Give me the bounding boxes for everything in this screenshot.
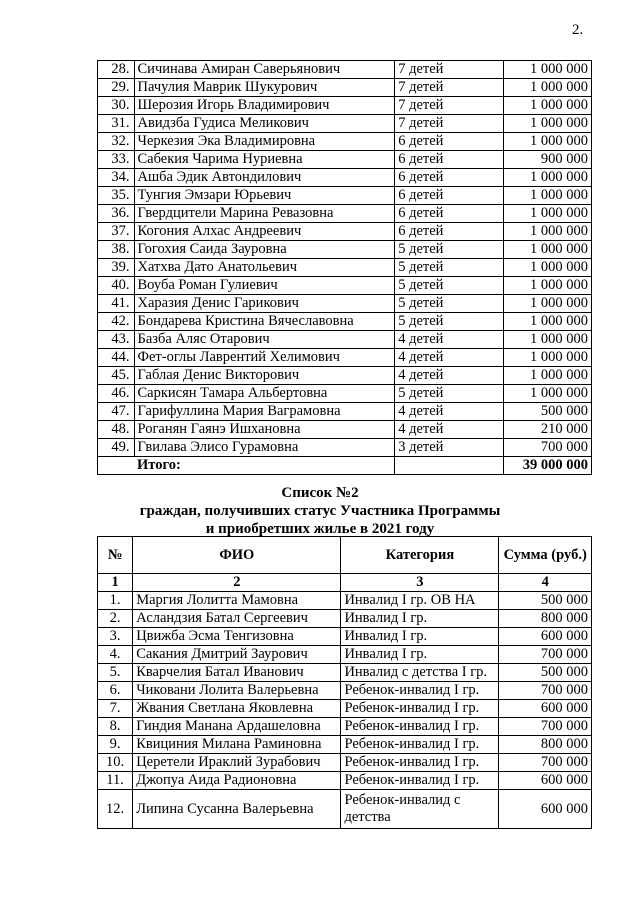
row-number: 6. xyxy=(98,682,133,700)
row-category: 7 детей xyxy=(395,61,504,79)
row-name: Бондарева Кристина Вячеславовна xyxy=(134,313,395,331)
row-category: 6 детей xyxy=(395,169,504,187)
row-number: 32. xyxy=(98,133,135,151)
row-number: 45. xyxy=(98,367,135,385)
row-number: 12. xyxy=(98,790,133,829)
row-sum: 600 000 xyxy=(499,628,592,646)
row-number: 3. xyxy=(98,628,133,646)
row-sum: 1 000 000 xyxy=(503,331,591,349)
table-row xyxy=(98,295,592,313)
row-name: Черкезия Эка Владимировна xyxy=(134,133,395,151)
list-2-title-line3: и приобретших жилье в 2021 году xyxy=(205,521,435,537)
row-name: Сабекия Чарима Нуриевна xyxy=(134,151,395,169)
row-name: Габлая Денис Викторович xyxy=(134,367,395,385)
table-row xyxy=(98,718,592,736)
row-name: Гиндия Манана Ардашеловна xyxy=(133,718,341,736)
header-sum: Сумма (руб.) xyxy=(499,537,592,574)
table-row xyxy=(98,592,592,610)
row-category: Ребенок-инвалид I гр. xyxy=(341,736,499,754)
table-row xyxy=(98,754,592,772)
row-number: 11. xyxy=(98,772,133,790)
row-sum: 1 000 000 xyxy=(503,115,591,133)
row-category: Ребенок-инвалид I гр. xyxy=(341,682,499,700)
row-sum: 1 000 000 xyxy=(503,169,591,187)
header-num: № xyxy=(98,537,133,574)
row-number: 30. xyxy=(98,97,135,115)
row-number: 35. xyxy=(98,187,135,205)
row-category: 3 детей xyxy=(395,439,504,457)
row-name: Гвилава Элисо Гурамовна xyxy=(134,439,395,457)
row-sum: 900 000 xyxy=(503,151,591,169)
row-category: Инвалид I гр. xyxy=(341,610,499,628)
row-sum: 210 000 xyxy=(503,421,591,439)
row-category: Ребенок-инвалид I гр. xyxy=(341,754,499,772)
row-category: Инвалид I гр. xyxy=(341,628,499,646)
header-name: ФИО xyxy=(133,537,341,574)
row-sum: 1 000 000 xyxy=(503,313,591,331)
row-sum: 1 000 000 xyxy=(503,295,591,313)
row-category: 7 детей xyxy=(395,97,504,115)
row-name: Саркисян Тамара Альбертовна xyxy=(134,385,395,403)
row-number: 28. xyxy=(98,61,135,79)
table-row xyxy=(98,682,592,700)
table-row xyxy=(98,169,592,187)
row-sum: 1 000 000 xyxy=(503,61,591,79)
row-sum: 500 000 xyxy=(499,592,592,610)
row-sum: 1 000 000 xyxy=(503,367,591,385)
row-sum: 1 000 000 xyxy=(503,133,591,151)
table-row xyxy=(98,646,592,664)
row-number: 44. xyxy=(98,349,135,367)
table-row xyxy=(98,223,592,241)
index-row xyxy=(98,574,592,592)
row-number: 33. xyxy=(98,151,135,169)
total-empty xyxy=(98,457,135,475)
row-sum: 600 000 xyxy=(499,700,592,718)
row-number: 40. xyxy=(98,277,135,295)
row-category: 4 детей xyxy=(395,349,504,367)
row-number: 37. xyxy=(98,223,135,241)
row-sum: 600 000 xyxy=(499,790,592,829)
row-name: Липина Сусанна Валерьевна xyxy=(133,790,341,829)
row-sum: 1 000 000 xyxy=(503,223,591,241)
table-row xyxy=(98,151,592,169)
page-number: 2. xyxy=(572,22,584,38)
table-list-2 xyxy=(97,536,592,829)
table-row xyxy=(98,115,592,133)
table-row xyxy=(98,97,592,115)
row-sum: 1 000 000 xyxy=(503,97,591,115)
row-sum: 1 000 000 xyxy=(503,79,591,97)
table-row xyxy=(98,439,592,457)
row-name: Цвижба Эсма Тенгизовна xyxy=(133,628,341,646)
index-cell: 2 xyxy=(133,574,341,592)
row-category: 5 детей xyxy=(395,385,504,403)
row-sum: 500 000 xyxy=(503,403,591,421)
table-row xyxy=(98,367,592,385)
row-category: Ребенок-инвалид I гр. xyxy=(341,718,499,736)
row-category: 5 детей xyxy=(395,313,504,331)
row-category: 7 детей xyxy=(395,79,504,97)
table-row xyxy=(98,259,592,277)
table-row xyxy=(98,790,592,829)
row-name: Жвания Светлана Яковлевна xyxy=(133,700,341,718)
row-category: 6 детей xyxy=(395,133,504,151)
table-row xyxy=(98,241,592,259)
table-row xyxy=(98,313,592,331)
row-name: Роганян Гаянэ Ишхановна xyxy=(134,421,395,439)
row-sum: 600 000 xyxy=(499,772,592,790)
total-empty xyxy=(395,457,504,475)
row-category: 4 детей xyxy=(395,421,504,439)
row-name: Кварчелия Батал Иванович xyxy=(133,664,341,682)
row-name: Пачулия Маврик Шукурович xyxy=(134,79,395,97)
row-number: 29. xyxy=(98,79,135,97)
index-cell: 3 xyxy=(341,574,499,592)
row-category: 4 детей xyxy=(395,367,504,385)
row-category: 7 детей xyxy=(395,115,504,133)
row-number: 43. xyxy=(98,331,135,349)
table-row xyxy=(98,349,592,367)
table-row xyxy=(98,331,592,349)
row-number: 4. xyxy=(98,646,133,664)
row-number: 48. xyxy=(98,421,135,439)
row-number: 34. xyxy=(98,169,135,187)
index-cell: 1 xyxy=(98,574,133,592)
table-row xyxy=(98,133,592,151)
table-header-row xyxy=(98,537,592,574)
row-sum: 1 000 000 xyxy=(503,259,591,277)
table-row xyxy=(98,187,592,205)
row-number: 31. xyxy=(98,115,135,133)
row-sum: 1 000 000 xyxy=(503,205,591,223)
row-name: Шерозия Игорь Владимирович xyxy=(134,97,395,115)
row-number: 36. xyxy=(98,205,135,223)
row-name: Воуба Роман Гулиевич xyxy=(134,277,395,295)
row-category: 6 детей xyxy=(395,151,504,169)
row-number: 10. xyxy=(98,754,133,772)
row-number: 2. xyxy=(98,610,133,628)
table-row xyxy=(98,277,592,295)
row-number: 42. xyxy=(98,313,135,331)
row-category: Ребенок-инвалид I гр. xyxy=(341,772,499,790)
row-number: 41. xyxy=(98,295,135,313)
row-name: Асландзия Батал Сергеевич xyxy=(133,610,341,628)
row-category: 5 детей xyxy=(395,295,504,313)
row-sum: 700 000 xyxy=(499,646,592,664)
row-sum: 800 000 xyxy=(499,736,592,754)
row-category: 6 детей xyxy=(395,223,504,241)
row-name: Джопуа Аида Радионовна xyxy=(133,772,341,790)
row-sum: 700 000 xyxy=(503,439,591,457)
row-category: Ребенок-инвалид I гр. xyxy=(341,700,499,718)
row-name: Квициния Милана Раминовна xyxy=(133,736,341,754)
row-number: 39. xyxy=(98,259,135,277)
row-category: 4 детей xyxy=(395,403,504,421)
row-sum: 1 000 000 xyxy=(503,349,591,367)
row-category: Инвалид I гр. xyxy=(341,646,499,664)
row-category: Инвалид I гр. ОВ НА xyxy=(341,592,499,610)
row-category: 6 детей xyxy=(395,187,504,205)
row-name: Гвердцители Марина Ревазовна xyxy=(134,205,395,223)
total-label: Итого: xyxy=(134,457,395,475)
row-name: Гогохия Саида Зауровна xyxy=(134,241,395,259)
row-number: 5. xyxy=(98,664,133,682)
row-category: 6 детей xyxy=(395,205,504,223)
list-2-title xyxy=(0,484,640,538)
row-number: 9. xyxy=(98,736,133,754)
row-name: Сакания Дмитрий Заурович xyxy=(133,646,341,664)
header-category: Категория xyxy=(341,537,499,574)
row-category: Ребенок-инвалид с детства xyxy=(341,790,499,829)
table-row xyxy=(98,772,592,790)
table-row xyxy=(98,700,592,718)
row-sum: 1 000 000 xyxy=(503,241,591,259)
row-number: 8. xyxy=(98,718,133,736)
table-row xyxy=(98,736,592,754)
row-number: 38. xyxy=(98,241,135,259)
table-row xyxy=(98,628,592,646)
total-row xyxy=(98,457,592,475)
row-number: 46. xyxy=(98,385,135,403)
row-name: Базба Аляс Отарович xyxy=(134,331,395,349)
row-number: 47. xyxy=(98,403,135,421)
row-sum: 1 000 000 xyxy=(503,277,591,295)
row-name: Авидзба Гудиса Меликович xyxy=(134,115,395,133)
list-2-title-line2: граждан, получивших статус Участника Программы xyxy=(139,503,501,519)
row-sum: 700 000 xyxy=(499,682,592,700)
table-row xyxy=(98,61,592,79)
row-category: 5 детей xyxy=(395,277,504,295)
row-name: Когония Алхас Андреевич xyxy=(134,223,395,241)
row-sum: 1 000 000 xyxy=(503,187,591,205)
total-sum: 39 000 000 xyxy=(503,457,591,475)
row-sum: 700 000 xyxy=(499,754,592,772)
row-name: Фет-оглы Лаврентий Хелимович xyxy=(134,349,395,367)
row-name: Церетели Ираклий Зурабович xyxy=(133,754,341,772)
list-2-title-line1: Список №2 xyxy=(281,485,359,501)
row-name: Гарифуллина Мария Ваграмовна xyxy=(134,403,395,421)
table-row xyxy=(98,403,592,421)
row-number: 1. xyxy=(98,592,133,610)
row-name: Хатхва Дато Анатольевич xyxy=(134,259,395,277)
row-category: 5 детей xyxy=(395,241,504,259)
row-name: Маргия Лолитта Мамовна xyxy=(133,592,341,610)
row-category: 4 детей xyxy=(395,331,504,349)
table-row xyxy=(98,79,592,97)
row-sum: 500 000 xyxy=(499,664,592,682)
row-name: Тунгия Эмзари Юрьевич xyxy=(134,187,395,205)
table-row xyxy=(98,610,592,628)
table-row xyxy=(98,421,592,439)
table-list-1-continued xyxy=(97,60,592,475)
row-sum: 800 000 xyxy=(499,610,592,628)
row-category: Инвалид с детства I гр. xyxy=(341,664,499,682)
row-number: 7. xyxy=(98,700,133,718)
row-name: Ашба Эдик Автондилович xyxy=(134,169,395,187)
index-cell: 4 xyxy=(499,574,592,592)
row-number: 49. xyxy=(98,439,135,457)
row-name: Сичинава Амиран Саверьянович xyxy=(134,61,395,79)
row-category: 5 детей xyxy=(395,259,504,277)
row-name: Харазия Денис Гарикович xyxy=(134,295,395,313)
table-row xyxy=(98,205,592,223)
table-row xyxy=(98,664,592,682)
row-sum: 1 000 000 xyxy=(503,385,591,403)
row-sum: 700 000 xyxy=(499,718,592,736)
row-name: Чиковани Лолита Валерьевна xyxy=(133,682,341,700)
table-row xyxy=(98,385,592,403)
